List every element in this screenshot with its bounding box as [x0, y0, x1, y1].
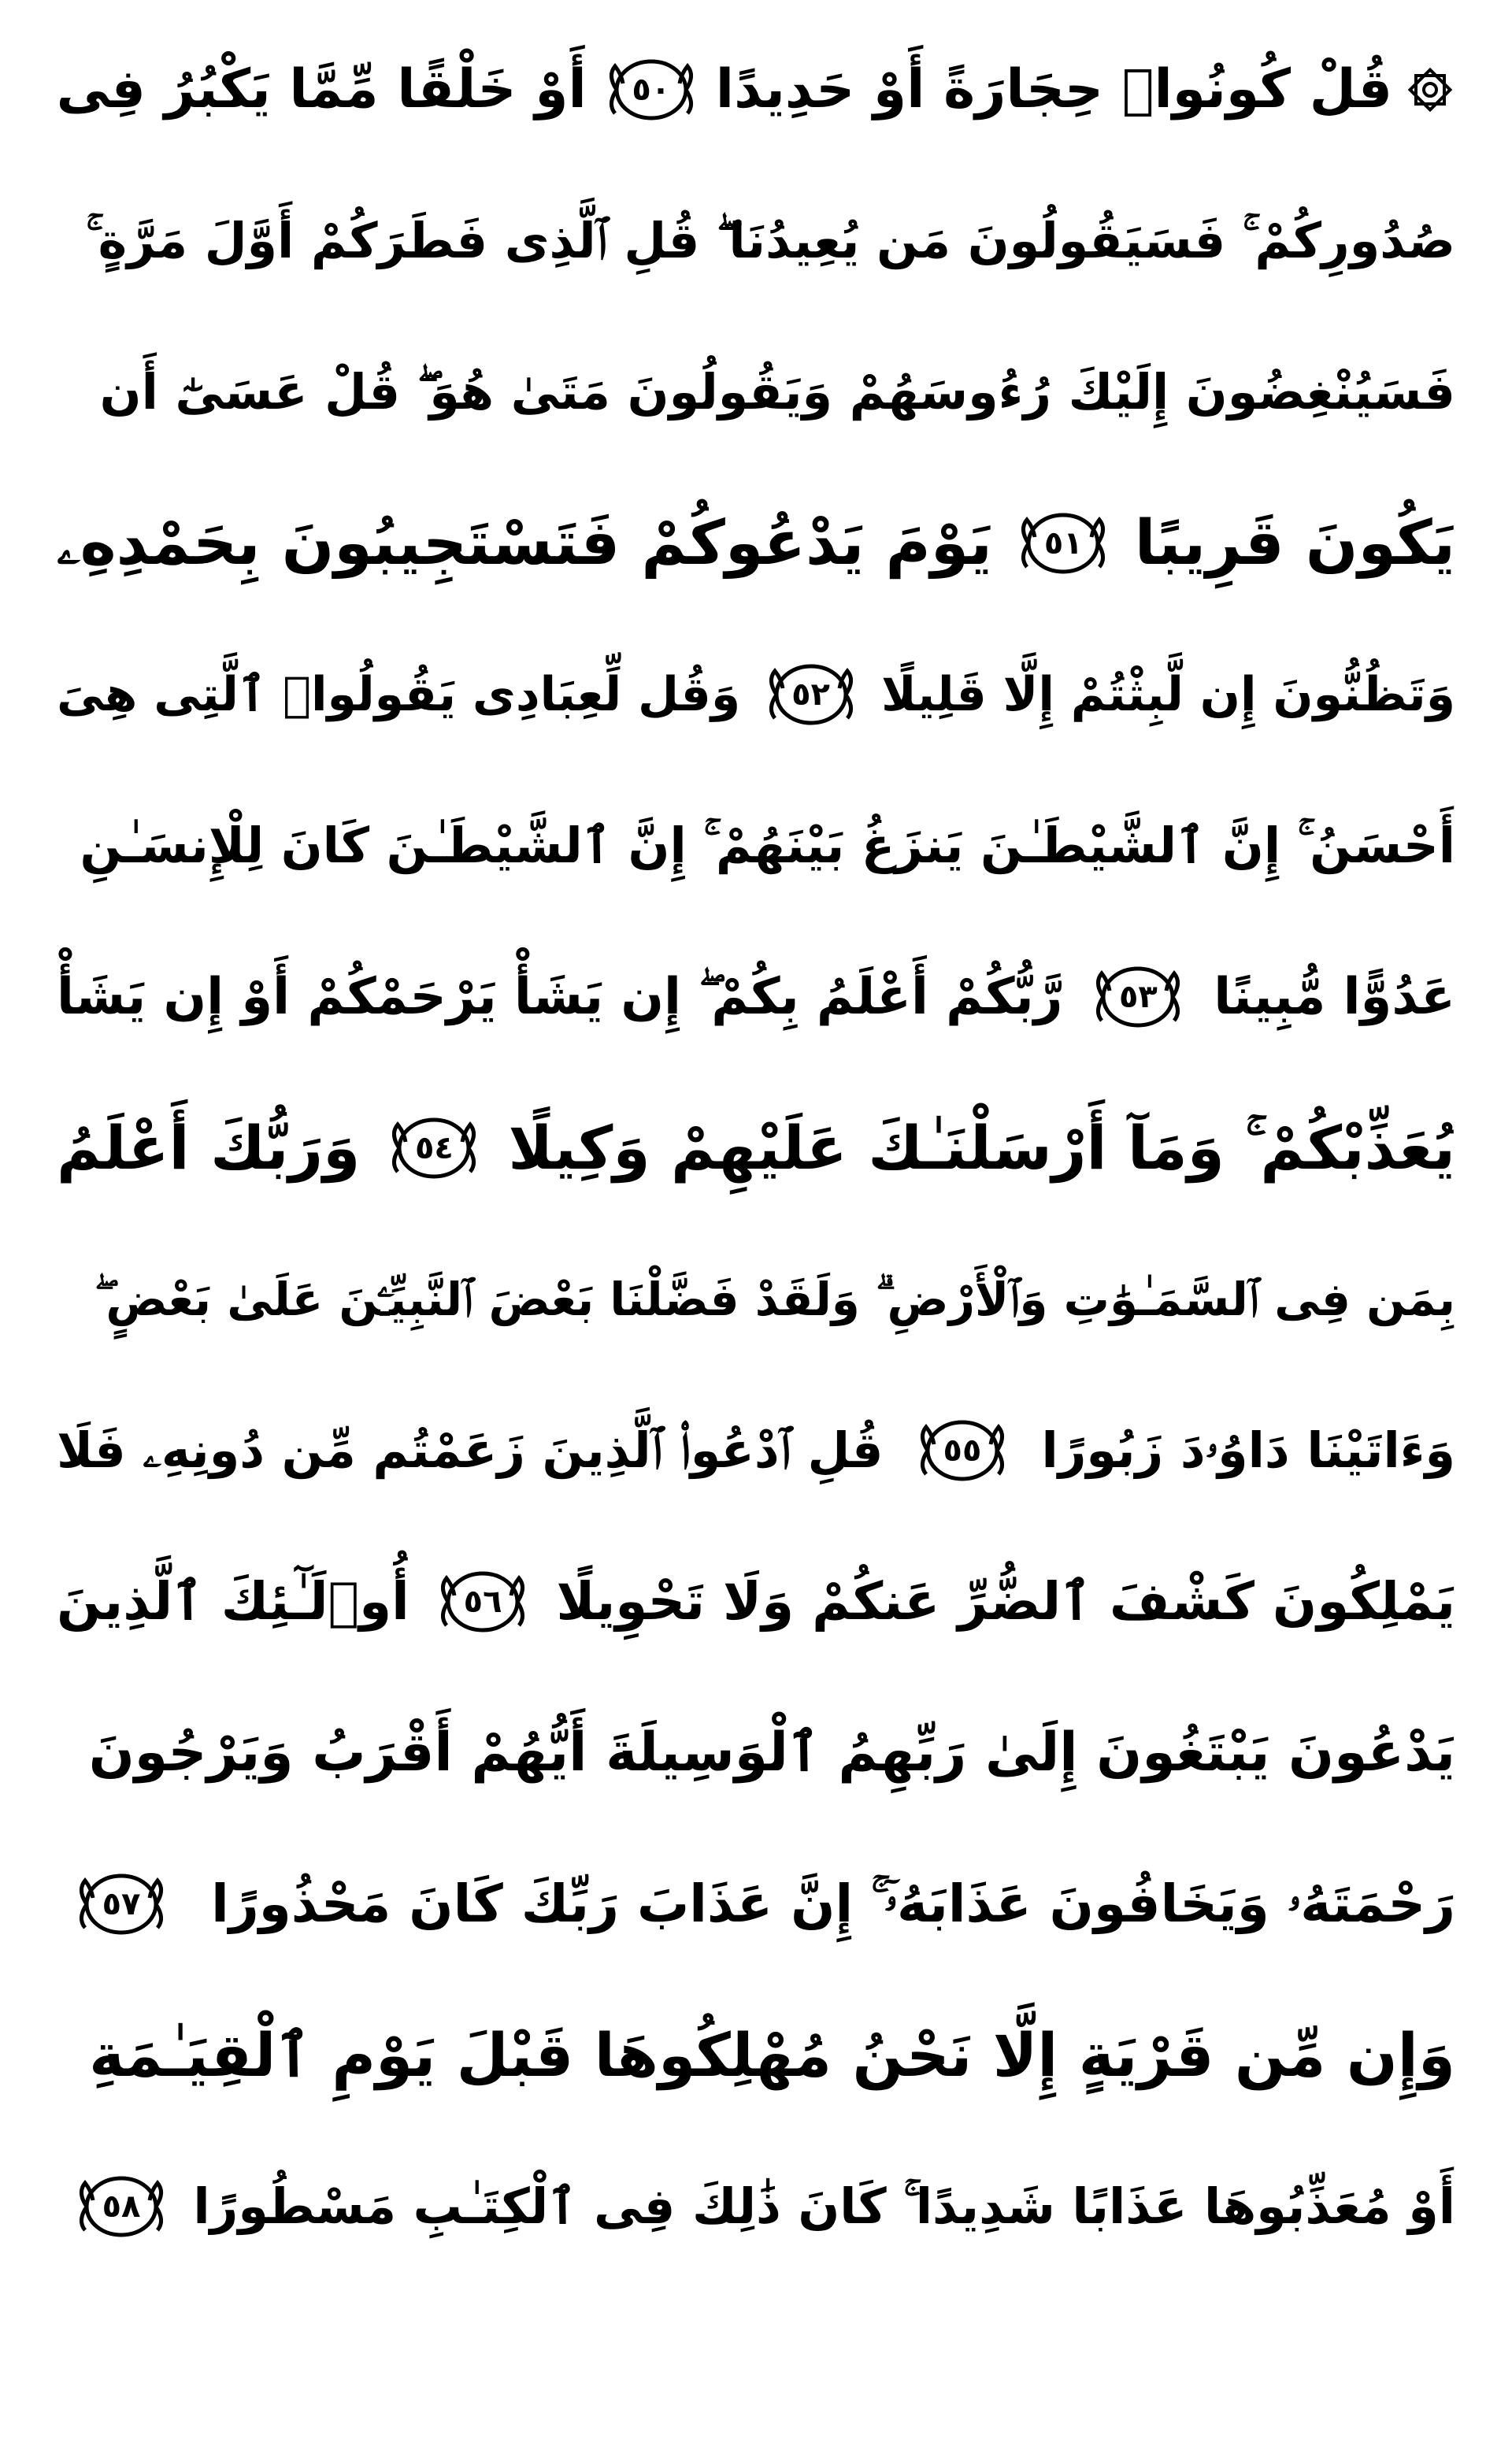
verse-text: أَحْسَنُ ۚ إِنَّ ٱلشَّيْطَـٰنَ يَنزَغُ بَيْنَهُمْ ۚ إِنَّ ٱلشَّيْطَـٰنَ كَانَ لِلْإِنسَـٰنِ — [80, 817, 1455, 874]
verse-text: وَقُل لِّعِبَادِى يَقُولُوا۟ ٱلَّتِى هِىَ — [57, 667, 741, 722]
verse-text: أُو۟لَـٰٓئِكَ ٱلَّذِينَ — [57, 1571, 410, 1632]
text-line — [57, 1073, 1455, 1224]
text-line — [57, 1829, 1455, 1980]
ayah-end-marker — [1013, 506, 1114, 581]
verse-text: يَكُونَ قَرِيبًا — [1134, 508, 1455, 579]
text-line — [57, 2131, 1455, 2282]
ayah-number: ٥٢ — [791, 676, 830, 713]
ayah-number: ٥٨ — [102, 2188, 141, 2225]
ayah-end-marker — [761, 657, 862, 732]
verse-text: وَإِن مِّن قَرْيَةٍ إِلَّا نَحْنُ مُهْلِكُوهَا قَبْلَ يَوْمِ ٱلْقِيَـٰمَةِ — [89, 2020, 1455, 2090]
text-line — [57, 468, 1455, 619]
verse-text: أَوْ خَلْقًا مِّمَّا يَكْبُرُ فِى — [57, 58, 587, 120]
text-line — [57, 1677, 1455, 1829]
text-line — [57, 921, 1455, 1073]
verse-text: قُلِ ٱدْعُوا۟ ٱلَّذِينَ زَعَمْتُم مِّن دُونِهِۦ فَلَا — [57, 1421, 884, 1479]
ayah-number: ٥٦ — [463, 1584, 502, 1620]
verse-text: وَرَبُّكَ أَعْلَمُ — [57, 1113, 361, 1183]
verse-text: يَدْعُونَ يَبْتَغُونَ إِلَىٰ رَبِّهِمُ ٱلْوَسِيلَةَ أَيُّهُمْ أَقْرَبُ وَيَرْجُونَ — [88, 1721, 1455, 1784]
ayah-end-marker — [432, 1564, 533, 1640]
verse-text: بِمَن فِى ٱلسَّمَـٰوَٰتِ وَٱلْأَرْضِ ۗ وَلَقَدْ فَضَّلْنَا بَعْضَ ٱلنَّبِيِّـۧنَ عَلَىٰ بَعْضٍ ۖ — [94, 1273, 1455, 1326]
ayah-number: ٥٤ — [414, 1130, 454, 1166]
verse-text: صُدُورِكُمْ ۚ فَسَيَقُولُونَ مَن يُعِيدُنَا ۖ قُلِ ٱلَّذِى فَطَرَكُمْ أَوَّلَ مَرَّةٍ ۚ — [86, 212, 1455, 269]
verse-text: قُلْ كُونُوا۟ حِجَارَةً أَوْ حَدِيدًا — [715, 58, 1392, 120]
text-line — [57, 317, 1455, 468]
verse-text: يُعَذِّبْكُمْ ۚ وَمَآ أَرْسَلْنَـٰكَ عَلَيْهِمْ وَكِيلًا — [508, 1113, 1455, 1183]
ayah-end-marker — [601, 52, 702, 128]
verse-text: عَدُوًّا مُّبِينًا — [1214, 968, 1455, 1026]
text-line — [57, 770, 1455, 921]
verse-text: يَوْمَ يَدْعُوكُمْ فَتَسْتَجِيبُونَ بِحَمْدِهِۦ — [57, 508, 992, 579]
text-line — [57, 619, 1455, 770]
verse-text: أَوْ مُعَذِّبُوهَا عَذَابًا شَدِيدًا ۚ كَانَ ذَٰلِكَ فِى ٱلْكِتَـٰبِ مَسْطُورًا — [193, 2177, 1455, 2235]
ayah-end-marker — [384, 1110, 484, 1186]
verse-text: فَسَيُنْغِضُونَ إِلَيْكَ رُءُوسَهُمْ وَيَقُولُونَ مَتَىٰ هُوَ ۖ قُلْ عَسَىٰٓ أَن — [99, 363, 1455, 421]
text-line — [57, 14, 1455, 165]
ayah-end-marker — [71, 1866, 172, 1942]
text-line — [57, 1980, 1455, 2131]
verse-text: وَءَاتَيْنَا دَاوُۥدَ زَبُورًا — [1041, 1421, 1455, 1479]
verse-text: رَحْمَتَهُۥ وَيَخَافُونَ عَذَابَهُۥٓ ۚ إِنَّ عَذَابَ رَبِّكَ كَانَ مَحْذُورًا — [211, 1873, 1455, 1934]
ayah-end-marker — [1088, 959, 1188, 1035]
ayah-end-marker — [912, 1413, 1013, 1488]
text-line — [57, 1526, 1455, 1677]
verse-text: رَّبُّكُمْ أَعْلَمُ بِكُمْ ۖ إِن يَشَأْ يَرْحَمْكُمْ أَوْ إِن يَشَأْ — [57, 968, 1063, 1026]
text-line — [57, 1224, 1455, 1375]
ayah-number: ٥٥ — [943, 1432, 982, 1469]
text-line — [57, 165, 1455, 317]
ayah-number: ٥٠ — [632, 72, 671, 108]
text-line — [57, 1375, 1455, 1526]
ayah-number: ٥٧ — [102, 1886, 141, 1922]
ayah-end-marker — [71, 2169, 172, 2244]
verse-text: يَمْلِكُونَ كَشْفَ ٱلضُّرِّ عَنكُمْ وَلَا تَحْوِيلًا — [556, 1571, 1455, 1632]
ayah-number: ٥١ — [1043, 525, 1083, 561]
ayah-number: ٥٣ — [1118, 979, 1158, 1015]
verse-text: وَتَظُنُّونَ إِن لَّبِثْتُمْ إِلَّا قَلِيلًا — [880, 667, 1455, 722]
rub-el-hizb-icon — [1405, 65, 1455, 115]
